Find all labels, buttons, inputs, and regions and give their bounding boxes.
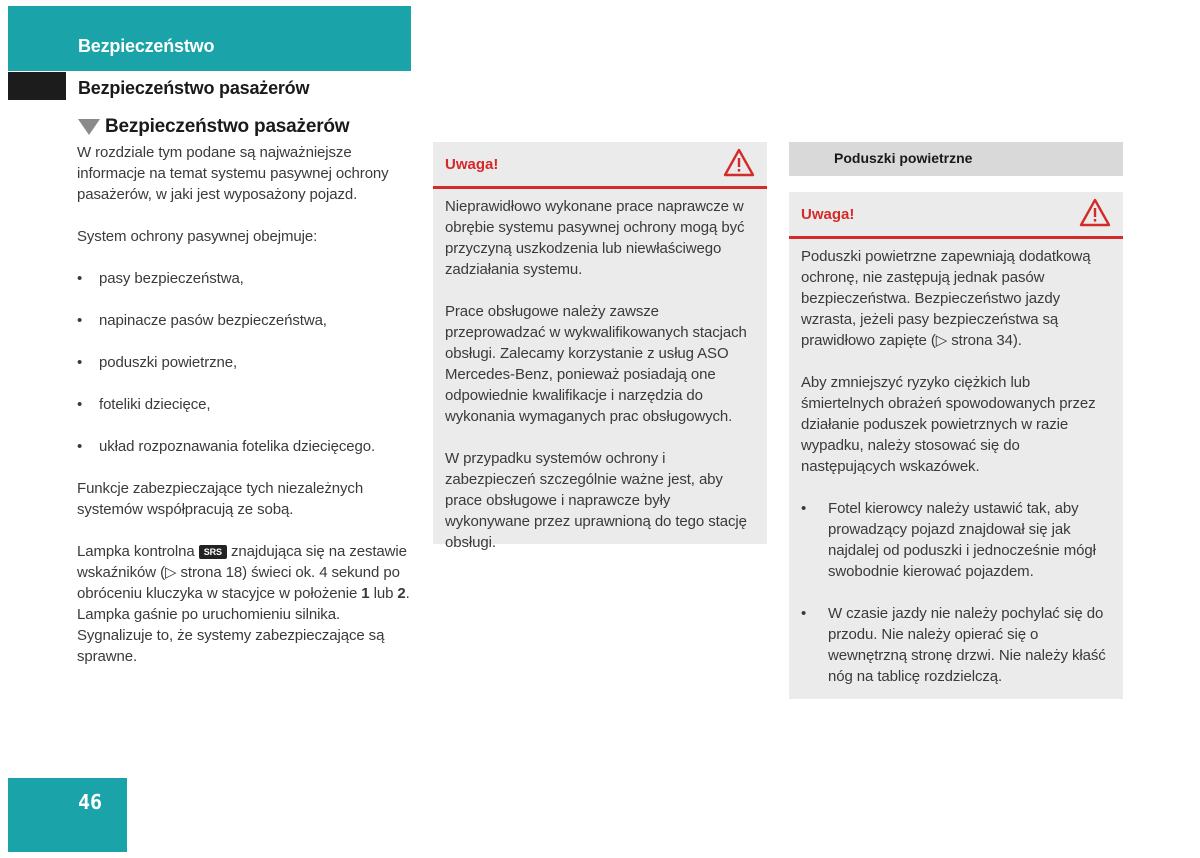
list-item: • Fotel kierowcy należy ustawić tak, aby prowadzący pojazd znajdował się jak najdalej od poduszki i jednocześnie mógł swobodnie kierować pojazdem. (801, 500, 1096, 580)
bullet-icon: • (801, 605, 807, 622)
warning-box-repairs (433, 142, 767, 551)
warning-triangle-icon (723, 148, 755, 177)
main-text-column (77, 142, 412, 688)
warning-paragraph: W przypadku systemów ochrony i zabezpieczeń szczególnie ważne jest, aby prace obsługowe i naprawcze były wykonywane przez uprawnioną do tego stację obsługi. (445, 450, 747, 551)
page-number: 46 (78, 790, 103, 814)
list-item: • pasy bezpieczeństwa, (77, 270, 244, 287)
list-item: • foteliki dziecięce, (77, 396, 211, 413)
bullet-icon: • (801, 500, 807, 517)
page-ref-arrow-icon: ▷ (165, 564, 177, 581)
page-ref-arrow-icon: ▷ (935, 332, 948, 349)
warning-paragraph: Prace obsługowe należy zawsze przeprowadzać w wykwalifikowanych stacjach obsługi. Zalecamy korzystanie z usług ASO Mercedes-Benz, ponieważ posiadają one odpowiednie kwalifikacje i narzędzia do wykonania wymaganych prac obsługowych. (445, 303, 747, 425)
airbags-heading: Poduszki powietrzne (834, 150, 973, 166)
bullet-icon: • (77, 354, 83, 371)
topic-heading (78, 116, 349, 138)
chapter-title: Bezpieczeństwo (78, 36, 215, 56)
list-item: • układ rozpoznawania fotelika dziecięcego. (77, 438, 376, 455)
airbag-instructions-list (801, 498, 1113, 687)
airbags-heading-bar (789, 142, 1123, 176)
warning-label: Uwaga! (801, 206, 855, 223)
bullet-icon: • (77, 312, 83, 329)
bullet-icon: • (77, 438, 83, 455)
section-title: Bezpieczeństwo pasażerów (78, 78, 310, 98)
warning-box-airbags (789, 192, 1123, 699)
list-item: • poduszki powietrzne, (77, 354, 238, 371)
triangle-marker-icon (78, 119, 100, 135)
bullet-icon: • (77, 396, 83, 413)
indicator-lamp-paragraph: Lampka kontrolna SRS znajdująca się na zestawie wskaźników (▷ strona 18) świeci ok. 4 sekund po obróceniu kluczyka w stacyjce w położenie 1 lub 2. Lampka gaśnie po uruchomieniu silnika. Sygnalizuje to, że systemy zabezpieczające są sprawne. (77, 543, 410, 665)
topic-heading-text: Bezpieczeństwo pasażerów (105, 116, 350, 137)
bullet-icon: • (77, 270, 83, 287)
page-number-box (8, 778, 127, 852)
system-list (77, 268, 412, 457)
warning-body (801, 246, 1113, 708)
warning-paragraph: Nieprawidłowo wykonane prace naprawcze w obrębie systemu pasywnej ochrony mogą być przyczyną uszkodzenia lub niewłaściwego zadziałania systemu. (445, 198, 745, 278)
list-item: • napinacze pasów bezpieczeństwa, (77, 312, 327, 329)
warning-header (433, 142, 767, 189)
srs-lamp-icon: SRS (199, 545, 227, 559)
chapter-header (8, 6, 411, 71)
system-intro: System ochrony pasywnej obejmuje: (77, 228, 318, 245)
functions-paragraph: Funkcje zabezpieczające tych niezależnych systemów współpracują ze sobą. (77, 480, 364, 518)
list-item: • W czasie jazdy nie należy pochylać się do przodu. Nie należy opierać się o wewnętrzną stronę drzwi. Nie należy kłaść nóg na tablicę rozdzielczą. (801, 605, 1106, 685)
warning-triangle-icon (1079, 198, 1111, 227)
warning-paragraph: Poduszki powietrzne zapewniają dodatkową ochronę, nie zastępują jednak pasów bezpieczeństwa. Bezpieczeństwo jazdy wzrasta, jeżeli pasy bezpieczeństwa są prawidłowo zapięte (▷ strona 34). (801, 248, 1091, 349)
warning-header (789, 192, 1123, 239)
section-marker (8, 72, 66, 100)
warning-label: Uwaga! (445, 156, 499, 173)
warning-body (445, 196, 757, 574)
warning-paragraph: Aby zmniejszyć ryzyko ciężkich lub śmiertelnych obrażeń spowodowanych przez działanie poduszek powietrznych w razie wypadku, należy stosować się do następujących wskazówek. (801, 374, 1096, 475)
intro-paragraph: W rozdziale tym podane są najważniejsze informacje na temat systemu pasywnej ochrony pasażerów, w jaki jest wyposażony pojazd. (77, 144, 389, 203)
